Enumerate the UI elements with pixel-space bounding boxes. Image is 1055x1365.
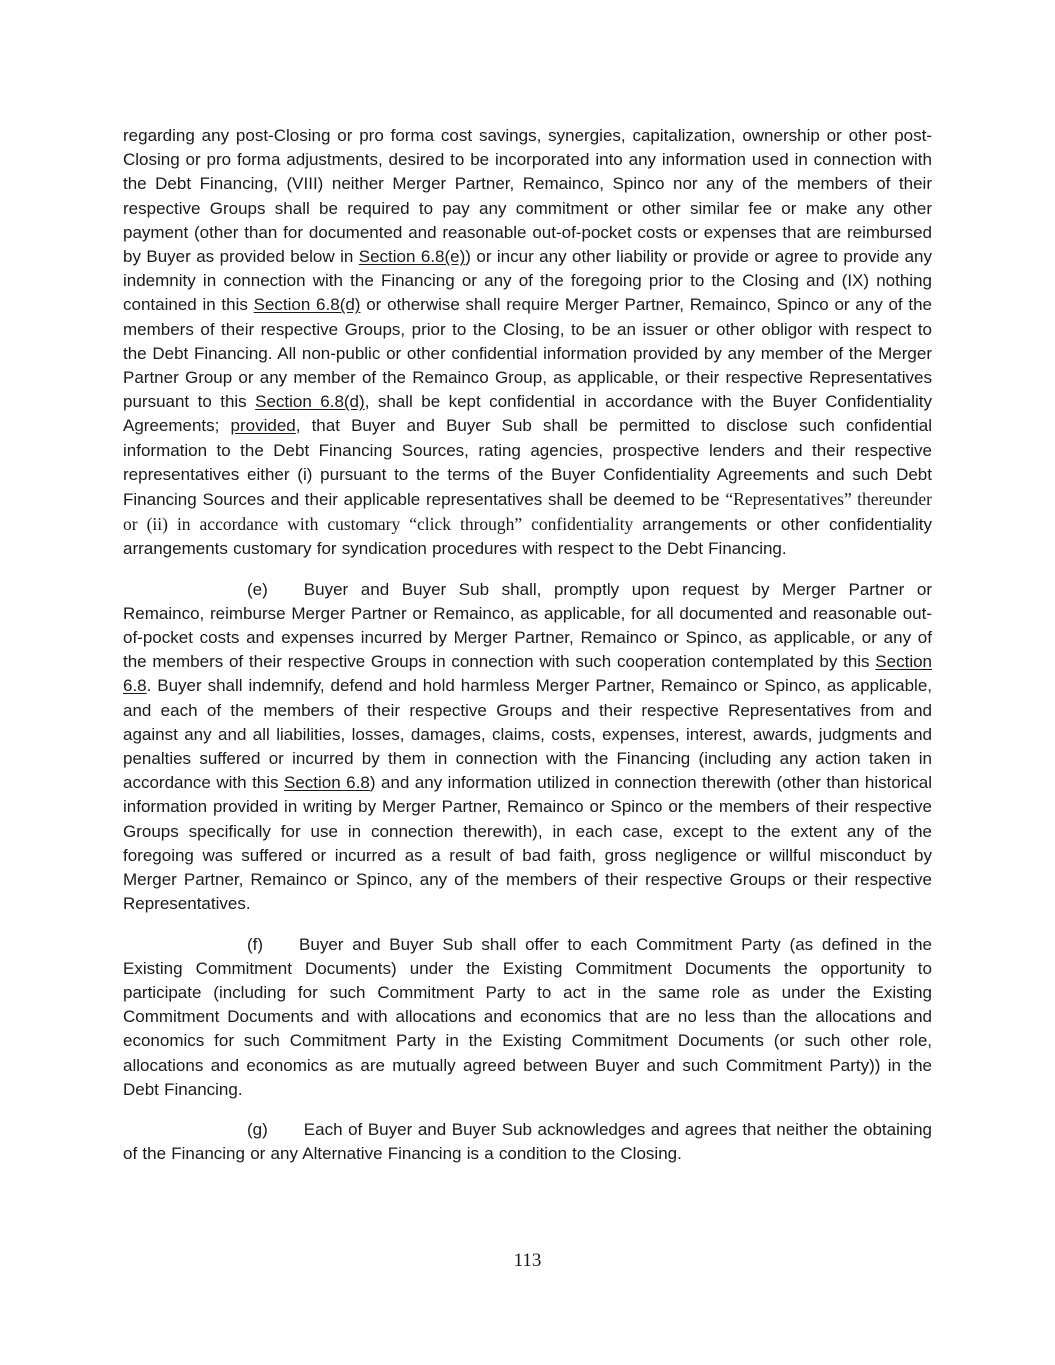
- serif-text-segment: “Representatives” thereunder or (ii) in accordance with customary “click through” confidentiality: [123, 489, 932, 535]
- body-text-segment: . Buyer shall indemnify, defend and hold harmless Merger Partner, Remainco or Spinco, as applicable, and each of the members of their respective Groups and their respective Representatives from and against any and all liabilities, losses, damages, claims, costs, expenses, interest, awards, judgments and penalties suffered or incurred by them in connection with the Financing (including any action taken in accordance with this: [123, 676, 932, 793]
- paragraph-f: [123, 933, 932, 1102]
- body-text-segment: ) or incur any other liability or provide or agree to provide any indemnity in connection with the Financing or any of the foregoing prior to the Closing and (IX) nothing contained in this: [123, 247, 932, 315]
- body-text-segment: Buyer and Buyer Sub shall, promptly upon request by Merger Partner or Remainco, reimburse Merger Partner or Remainco, as applicable, for all documented and reasonable out-of-pocket costs and expenses incurred by Merger Partner, Remainco or Spinco, as applicable, or any of the members of their respective Groups in connection with such cooperation contemplated by this: [123, 579, 932, 672]
- body-text-segment: , that Buyer and Buyer Sub shall be permitted to disclose such confidential information to the Debt Financing Sources, rating agencies, prospective lenders and their respective representatives either (i) pursuant to the terms of the Buyer Confidentiality Agreements and such Debt Financing Sources and their applicable representatives shall be deemed to be: [123, 416, 932, 510]
- section-ref-6-8-d: Section 6.8(d): [255, 392, 365, 412]
- body-text-segment: , shall be kept confidential in accordance with the Buyer Confidentiality Agreements;: [123, 392, 933, 436]
- defined-term-provided: provided: [230, 416, 296, 436]
- section-ref-6-8: Section 6.8: [123, 652, 932, 696]
- section-ref-6-8-e: Section 6.8(e): [358, 247, 466, 267]
- paragraph-label-f: (f): [247, 934, 264, 954]
- body-text-segment: Each of Buyer and Buyer Sub acknowledges and agrees that neither the obtaining of the Financing or any Alternative Financing is a condition to the Closing.: [123, 1119, 932, 1164]
- text-block: [123, 124, 932, 1182]
- body-text-segment: or otherwise shall require Merger Partner, Remainco, Spinco or any of the members of their respective Groups, prior to the Closing, to be an issuer or other obligor with respect to the Debt Financing. All non-public or other confidential information provided by any member of the Merger Partner Group or any member of the Remainco Group, as applicable, or their respective Representatives pursuant to this: [123, 295, 932, 412]
- paragraph-label-g: (g): [247, 1119, 268, 1139]
- body-text-segment: Buyer and Buyer Sub shall offer to each Commitment Party (as defined in the Existing Commitment Documents) under the Existing Commitment Documents the opportunity to participate (including for such Commitment Party to act in the same role as under the Existing Commitment Documents and with allocations and economics that are no less than the allocations and economics for such Commitment Party in the Existing Commitment Documents (or such other role, allocations and economics as are mutually agreed between Buyer and such Commitment Party)) in the Debt Financing.: [123, 934, 932, 1099]
- section-ref-6-8: Section 6.8: [284, 773, 370, 793]
- body-text-segment: arrangements or other confidentiality arrangements customary for syndication procedures with respect to the Debt Financing.: [123, 515, 932, 559]
- paragraph-label-e: (e): [247, 579, 268, 599]
- paragraph-e: [123, 578, 932, 917]
- section-ref-6-8-d: Section 6.8(d): [253, 295, 361, 315]
- body-text-segment: ) and any information utilized in connection therewith (other than historical information provided in writing by Merger Partner, Remainco or Spinco or the members of their respective Groups specifically for use in connection therewith), in each case, except to the extent any of the foregoing was suffered or incurred as a result of bad faith, gross negligence or willful misconduct by Merger Partner, Remainco or Spinco, any of the members of their respective Groups or their respective Representatives.: [123, 773, 932, 914]
- body-text-segment: regarding any post-Closing or pro forma cost savings, synergies, capitalization, ownership or other post-Closing or pro forma adjustments, desired to be incorporated into any information used in connection with the Debt Financing, (VIII) neither Merger Partner, Remainco, Spinco nor any of the members of their respective Groups shall be required to pay any commitment or other similar fee or make any other payment (other than for documented and reasonable out-of-pocket costs or expenses that are reimbursed by Buyer as provided below in: [123, 126, 932, 267]
- paragraph-continuation: [123, 124, 932, 562]
- paragraph-g: [123, 1118, 932, 1166]
- page-number: 113: [513, 1250, 542, 1271]
